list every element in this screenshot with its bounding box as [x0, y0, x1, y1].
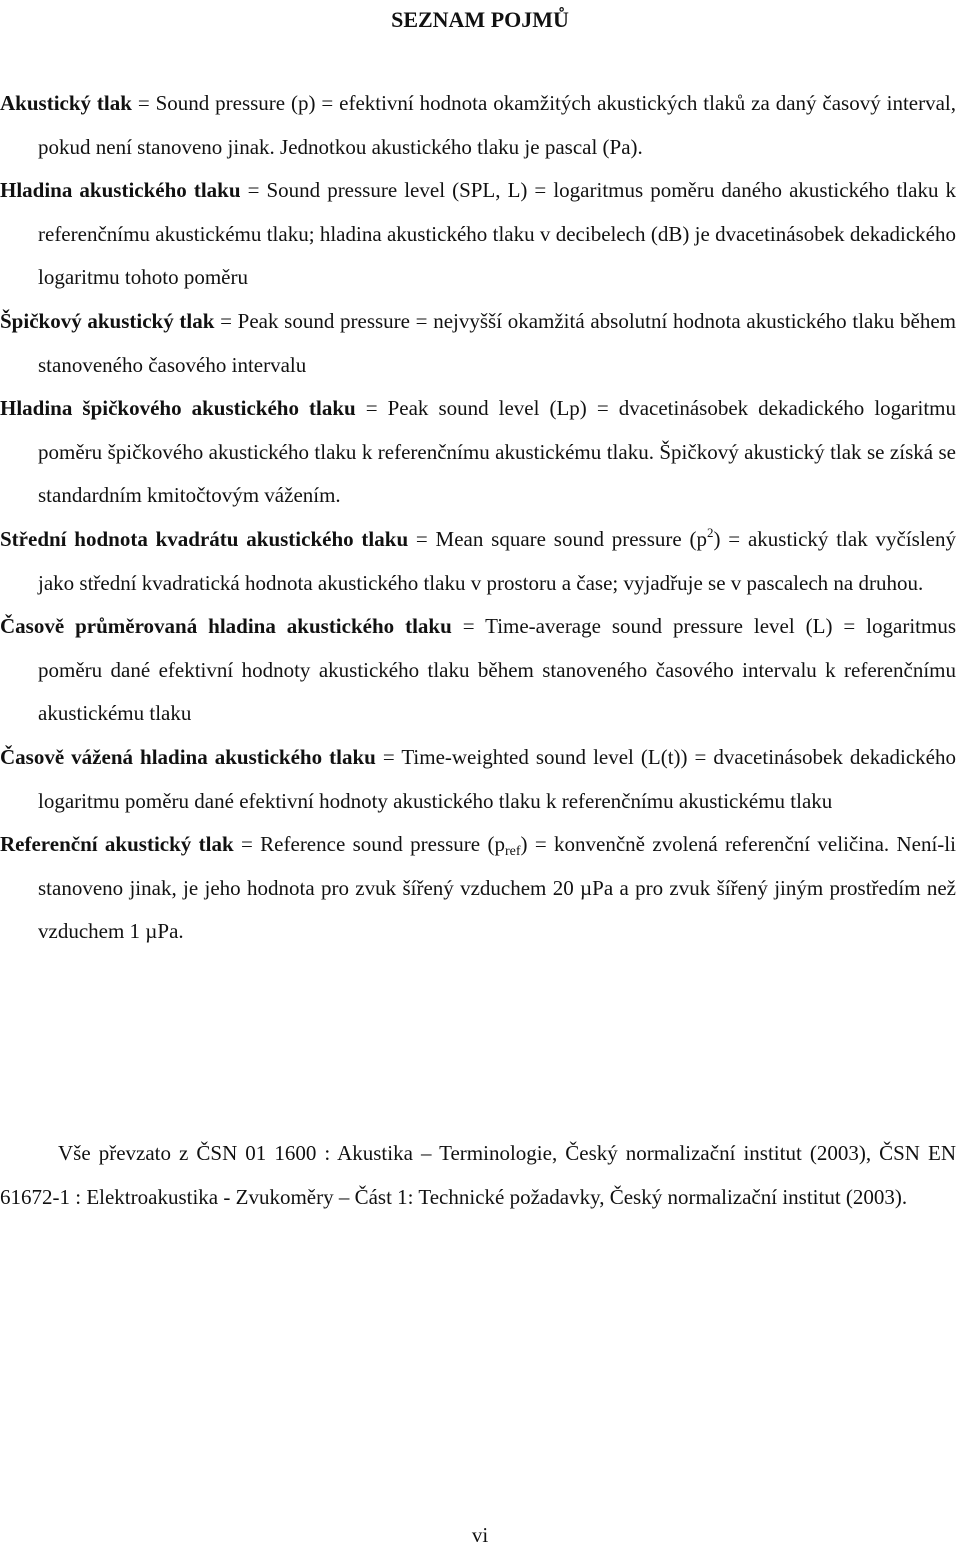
glossary-term: Špičkový akustický tlak: [0, 308, 215, 333]
glossary-term: Střední hodnota kvadrátu akustického tlaku: [0, 526, 409, 551]
subscript-ref: ref: [504, 844, 521, 860]
glossary-definition-part: = Mean square sound pressure (p: [408, 526, 708, 551]
glossary-entry-acoustic-pressure: [0, 82, 956, 169]
glossary-term: Akustický tlak: [0, 91, 132, 115]
page-title: SEZNAM POJMŮ: [391, 7, 569, 32]
glossary-term: Časově průměrovaná hladina akustického tlaku: [0, 614, 452, 639]
glossary-definition: = Time-weighted sound level (L(t)) = dvacetinásobek dekadického logaritmu poměru dané efektivní hodnoty akustického tlaku k referenčnímu akustickému tlaku: [38, 744, 956, 813]
glossary-definition-part: ) = konvenčně zvolená referenční veličina. Není-li stanoveno jinak, je jeho hodnota pro zvuk šířený vzduchem 20 µPa a pro zvuk šířený jiným prostředím než vzduchem 1 µPa.: [38, 832, 956, 944]
glossary-entry-time-weighted-level: [0, 736, 956, 823]
glossary-list: [0, 82, 956, 954]
glossary-definition: = Peak sound pressure = nejvyšší okamžitá absolutní hodnota akustického tlaku během stanoveného časového intervalu: [38, 308, 957, 377]
glossary-definition: = Sound pressure level (SPL, L) = logaritmus poměru daného akustického tlaku k referenčnímu akustickému tlaku; hladina akustického tlaku v decibelech (dB) je dvacetinásobek dekadického logaritmu tohoto poměru: [38, 178, 956, 290]
glossary-definition-part: ) = akustický tlak vyčíslený jako střední kvadratická hodnota akustického tlaku v prostoru a čase; vyjadřuje se v pascalech na druhou.: [38, 526, 956, 595]
glossary-entry-mean-square-sound-pressure: [0, 518, 956, 605]
glossary-term: Hladina špičkového akustického tlaku: [0, 396, 356, 421]
glossary-definition: = Time-average sound pressure level (L) = logaritmus poměru dané efektivní hodnoty akustického tlaku během stanoveného časového intervalu k referenčnímu akustickému tlaku: [38, 614, 956, 726]
glossary-entry-sound-pressure-level: [0, 169, 956, 300]
glossary-term: Referenční akustický tlak: [0, 832, 234, 857]
glossary-entry-time-average-level: [0, 605, 956, 736]
glossary-definition: = Sound pressure (p) = efektivní hodnota okamžitých akustických tlaků za daný časový interval, pokud není stanoveno jinak. Jednotkou akustického tlaku je pascal (Pa).: [38, 91, 957, 159]
glossary-entry-reference-sound-pressure: [0, 823, 956, 954]
source-note: Vše převzato z ČSN 01 1600 : Akustika – Terminologie, Český normalizační institut (2003), ČSN EN 61672-1 : Elektroakustika - Zvukoměry – Část 1: Technické požadavky, Český normalizační institut (2003).: [0, 1141, 956, 1209]
glossary-definition-part: = Reference sound pressure (p: [233, 832, 505, 857]
superscript-exponent: 2: [707, 524, 714, 540]
glossary-term: Hladina akustického tlaku: [0, 178, 241, 203]
glossary-entry-peak-sound-pressure: [0, 300, 956, 387]
glossary-entry-peak-sound-level: [0, 387, 956, 518]
page-number: vi: [471, 1523, 489, 1547]
glossary-term: Časově vážená hladina akustického tlaku: [0, 744, 376, 769]
glossary-definition: = Peak sound level (Lp) = dvacetinásobek dekadického logaritmu poměru špičkového akustického tlaku k referenčnímu akustickému tlaku. Špičkový akustický tlak se získá se standardním kmitočtovým vážením.: [38, 396, 956, 508]
